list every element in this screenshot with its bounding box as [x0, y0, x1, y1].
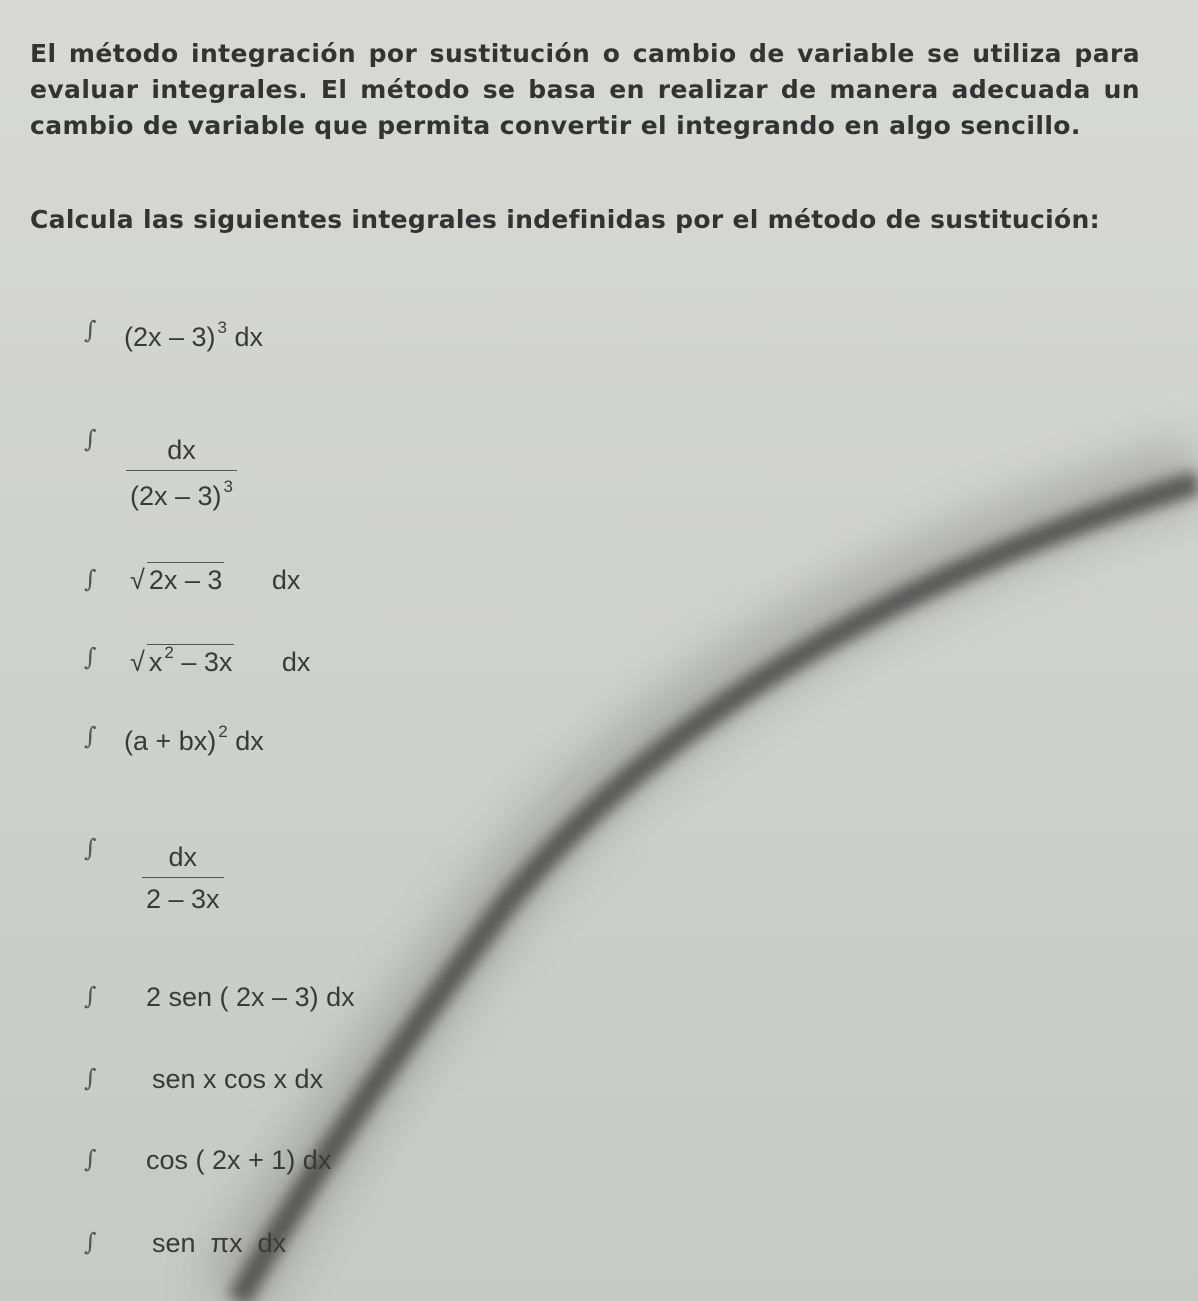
integral-sign: ∫	[84, 722, 97, 750]
integral-1-exponent: 3	[217, 318, 228, 337]
integral-5-dx: dx	[235, 726, 264, 756]
integral-4-radicand-rest: – 3x	[181, 647, 233, 677]
integral-6-fraction	[142, 842, 224, 915]
integral-sign: ∫	[84, 643, 97, 671]
integral-sign: ∫	[84, 1145, 97, 1173]
integral-2-fraction	[126, 435, 237, 512]
integral-6-denominator: 2 – 3x	[142, 877, 224, 915]
integral-7-expression: 2 sen ( 2x – 3) dx	[146, 982, 355, 1012]
intro-paragraph: El método integración por sustitución o cambio de variable se utiliza para evaluar integrales. El método se basa en realizar de manera adecuada un cambio de variable que permita convertir el integrando en algo sencillo.	[30, 39, 1140, 140]
integral-sign: ∫	[84, 1228, 97, 1256]
integral-5-exponent: 2	[218, 722, 228, 741]
sqrt-icon: √	[130, 565, 145, 595]
integral-5-base: (a + bx)	[124, 726, 217, 756]
integral-6-numerator: dx	[168, 842, 198, 872]
integral-1-base: (2x – 3)	[124, 322, 216, 352]
integral-1-dx: dx	[234, 322, 264, 352]
integral-2-numerator: dx	[167, 435, 196, 465]
integral-4-radicand-exponent: 2	[164, 643, 174, 662]
integral-4-dx: dx	[281, 647, 311, 677]
integral-sign: ∫	[84, 982, 97, 1010]
integral-4-radicand-base: x	[148, 647, 163, 677]
integral-sign: ∫	[84, 316, 97, 344]
integral-3-radicand: 2x – 3	[147, 562, 225, 595]
sqrt-icon: √	[130, 647, 145, 677]
integral-sign: ∫	[84, 1064, 97, 1092]
integral-10-expression: sen πx dx	[152, 1228, 287, 1258]
integral-sign: ∫	[84, 425, 97, 453]
instruction-heading: Calcula las siguientes integrales indefinidas por el método de sustitución:	[30, 205, 1100, 234]
integral-2-exponent: 3	[223, 477, 234, 496]
integral-8-expression: sen x cos x dx	[152, 1064, 324, 1094]
integral-2-denominator: (2x – 3)	[130, 481, 222, 511]
integral-sign: ∫	[84, 834, 97, 862]
integral-3-dx: dx	[271, 565, 301, 595]
integral-sign: ∫	[84, 565, 97, 593]
integral-9-expression: cos ( 2x + 1) dx	[146, 1145, 332, 1175]
